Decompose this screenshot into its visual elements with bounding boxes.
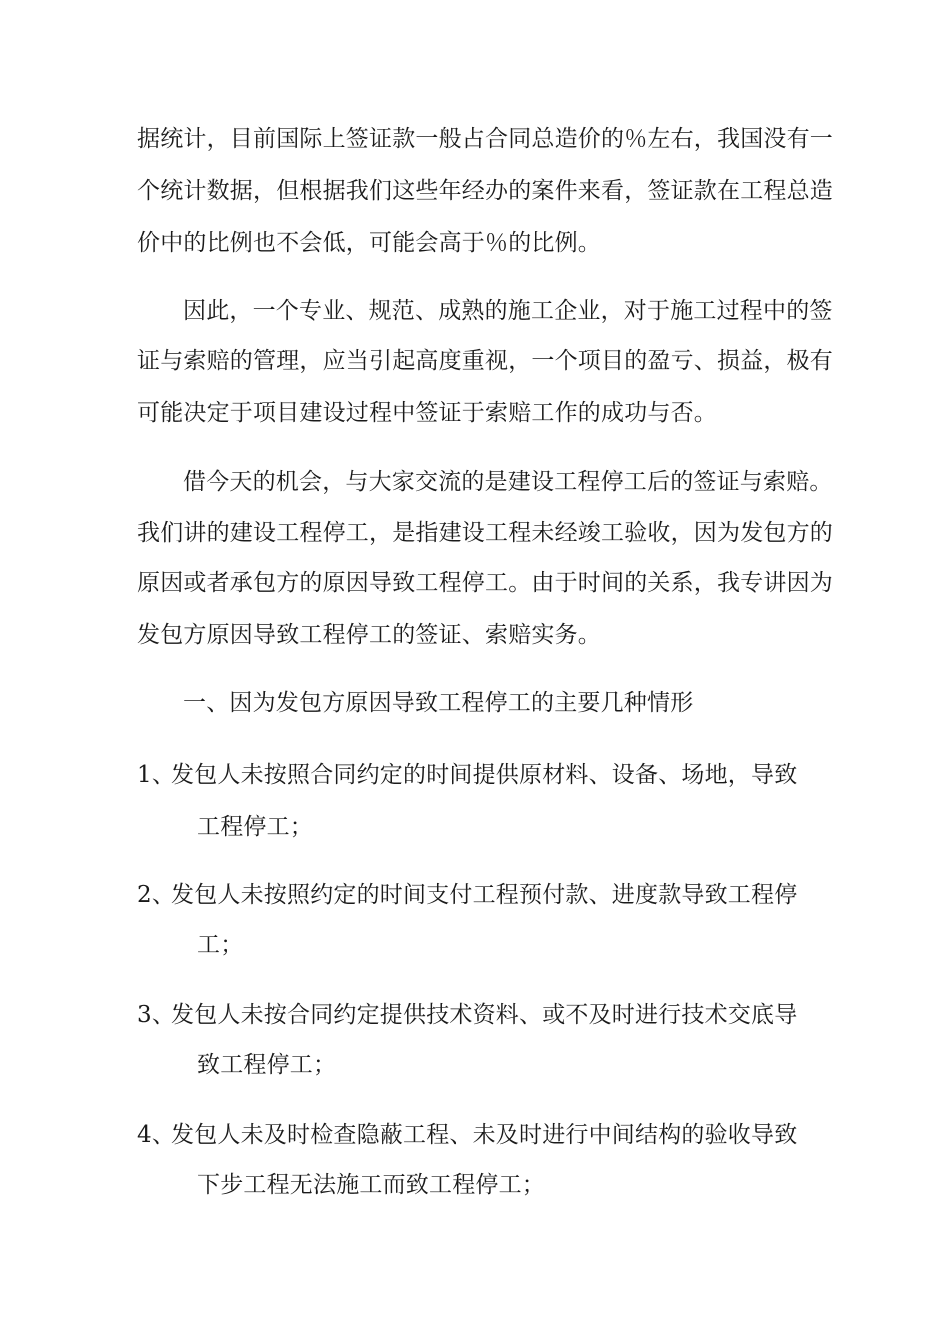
section-heading: 一、因为发包方原因导致工程停工的主要几种情形 [183,690,694,716]
list-item-4-line-1: 发包人未及时检查隐蔽工程、未及时进行中间结构的验收导致 [171,1122,798,1148]
paragraph-1-line-2: 个统计数据，但根据我们这些年经办的案件来看，签证款在工程总造 [137,178,833,204]
list-item-3-number: 3、 [137,1002,176,1028]
paragraph-3-line-3: 原因或者承包方的原因导致工程停工。由于时间的关系，我专讲因为 [137,570,833,596]
list-item-4-line-2: 下步工程无法施工而致工程停工； [197,1172,545,1198]
paragraph-3-line-2: 我们讲的建设工程停工，是指建设工程未经竣工验收，因为发包方的 [137,520,833,546]
paragraph-3-line-4: 发包方原因导致工程停工的签证、索赔实务。 [137,622,601,648]
paragraph-1-line-3: 价中的比例也不会低，可能会高于％的比例。 [137,230,601,256]
list-item-3-line-2: 致工程停工； [197,1052,337,1078]
paragraph-2-line-2: 证与索赔的管理，应当引起高度重视，一个项目的盈亏、损益，极有 [137,348,833,374]
list-item-2-line-1: 发包人未按照约定的时间支付工程预付款、进度款导致工程停 [171,882,798,908]
paragraph-2-line-3: 可能决定于项目建设过程中签证于索赔工作的成功与否。 [137,400,717,426]
paragraph-1-line-1: 据统计，目前国际上签证款一般占合同总造价的％左右，我国没有一 [137,126,833,152]
list-item-1-number: 1、 [137,762,176,788]
paragraph-2-line-1: 因此，一个专业、规范、成熟的施工企业，对于施工过程中的签 [183,298,833,324]
list-item-4-number: 4、 [137,1122,176,1148]
list-item-2-line-2: 工； [197,932,244,958]
list-item-1-line-2: 工程停工； [197,814,313,840]
paragraph-3-line-1: 借今天的机会，与大家交流的是建设工程停工后的签证与索赔。 [183,469,833,495]
list-item-2-number: 2、 [137,882,176,908]
list-item-1-line-1: 发包人未按照合同约定的时间提供原材料、设备、场地，导致 [171,762,798,788]
list-item-3-line-1: 发包人未按合同约定提供技术资料、或不及时进行技术交底导 [171,1002,798,1028]
